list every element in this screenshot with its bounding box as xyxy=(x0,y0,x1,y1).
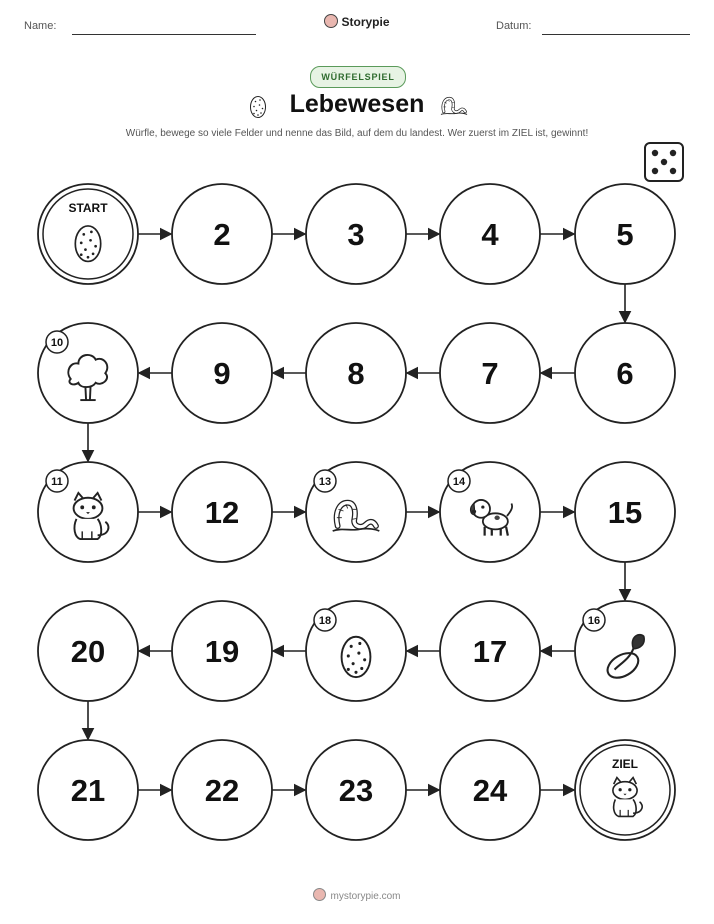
field-2 xyxy=(172,184,272,284)
goal-label: ZIEL xyxy=(612,757,638,771)
field-11 xyxy=(38,462,138,562)
dice-icon xyxy=(645,143,683,181)
field-17 xyxy=(440,601,540,701)
field-number: 23 xyxy=(338,773,374,808)
field-18 xyxy=(306,601,406,701)
field-24 xyxy=(440,740,540,840)
field-23 xyxy=(306,740,406,840)
footer-url: mystorypie.com xyxy=(330,891,401,902)
game-type-badge: WÜRFELSPIEL xyxy=(310,66,406,88)
field-number-small: 11 xyxy=(51,476,63,488)
field-21 xyxy=(38,740,138,840)
field-number: 8 xyxy=(347,356,365,391)
field-20 xyxy=(38,601,138,701)
field-3 xyxy=(306,184,406,284)
field-4 xyxy=(440,184,540,284)
field-14 xyxy=(440,462,540,562)
field-number: 3 xyxy=(347,217,365,252)
field-19 xyxy=(172,601,272,701)
field-number: 17 xyxy=(472,634,508,669)
egg-icon xyxy=(342,637,371,677)
field-13 xyxy=(306,462,406,562)
field-number: 9 xyxy=(213,356,231,391)
date-label: Datum: xyxy=(496,20,532,32)
field-7 xyxy=(440,323,540,423)
field-number: 2 xyxy=(213,217,231,252)
field-number: 20 xyxy=(70,634,106,669)
field-6 xyxy=(575,323,675,423)
egg-icon xyxy=(75,226,100,262)
field-25 xyxy=(575,740,675,840)
field-number: 5 xyxy=(616,217,634,252)
field-9 xyxy=(172,323,272,423)
field-cells xyxy=(38,184,675,840)
storypie-footer-logo-icon xyxy=(313,888,326,901)
name-label: Name: xyxy=(24,20,57,32)
field-number-small: 18 xyxy=(318,615,332,627)
field-5 xyxy=(575,184,675,284)
page-title: Lebewesen xyxy=(289,90,425,118)
field-number: 21 xyxy=(70,773,106,808)
field-15 xyxy=(575,462,675,562)
title-egg-icon xyxy=(251,97,266,118)
field-number-small: 10 xyxy=(50,337,64,349)
field-8 xyxy=(306,323,406,423)
field-number: 15 xyxy=(607,495,643,530)
field-number: 24 xyxy=(472,773,508,808)
field-10 xyxy=(38,323,138,423)
field-number: 6 xyxy=(616,356,634,391)
brand-name: Storypie xyxy=(341,15,390,29)
field-number: 12 xyxy=(204,495,240,530)
field-number-small: 14 xyxy=(452,476,466,488)
field-1 xyxy=(38,184,138,284)
footer xyxy=(0,888,714,902)
start-label: START xyxy=(68,201,108,215)
title-worm-icon xyxy=(441,99,467,115)
field-16 xyxy=(575,601,675,701)
field-number: 7 xyxy=(481,356,499,391)
field-number: 19 xyxy=(204,634,240,669)
instructions: Würfle, bewege so viele Felder und nenne das Bild, auf dem du landest. Wer zuerst im ZIEL ist, gewinnt! xyxy=(125,128,589,139)
field-number-small: 13 xyxy=(318,476,332,488)
field-12 xyxy=(172,462,272,562)
field-number: 22 xyxy=(204,773,240,808)
field-22 xyxy=(172,740,272,840)
field-number-small: 16 xyxy=(587,615,601,627)
field-number: 4 xyxy=(481,217,499,252)
